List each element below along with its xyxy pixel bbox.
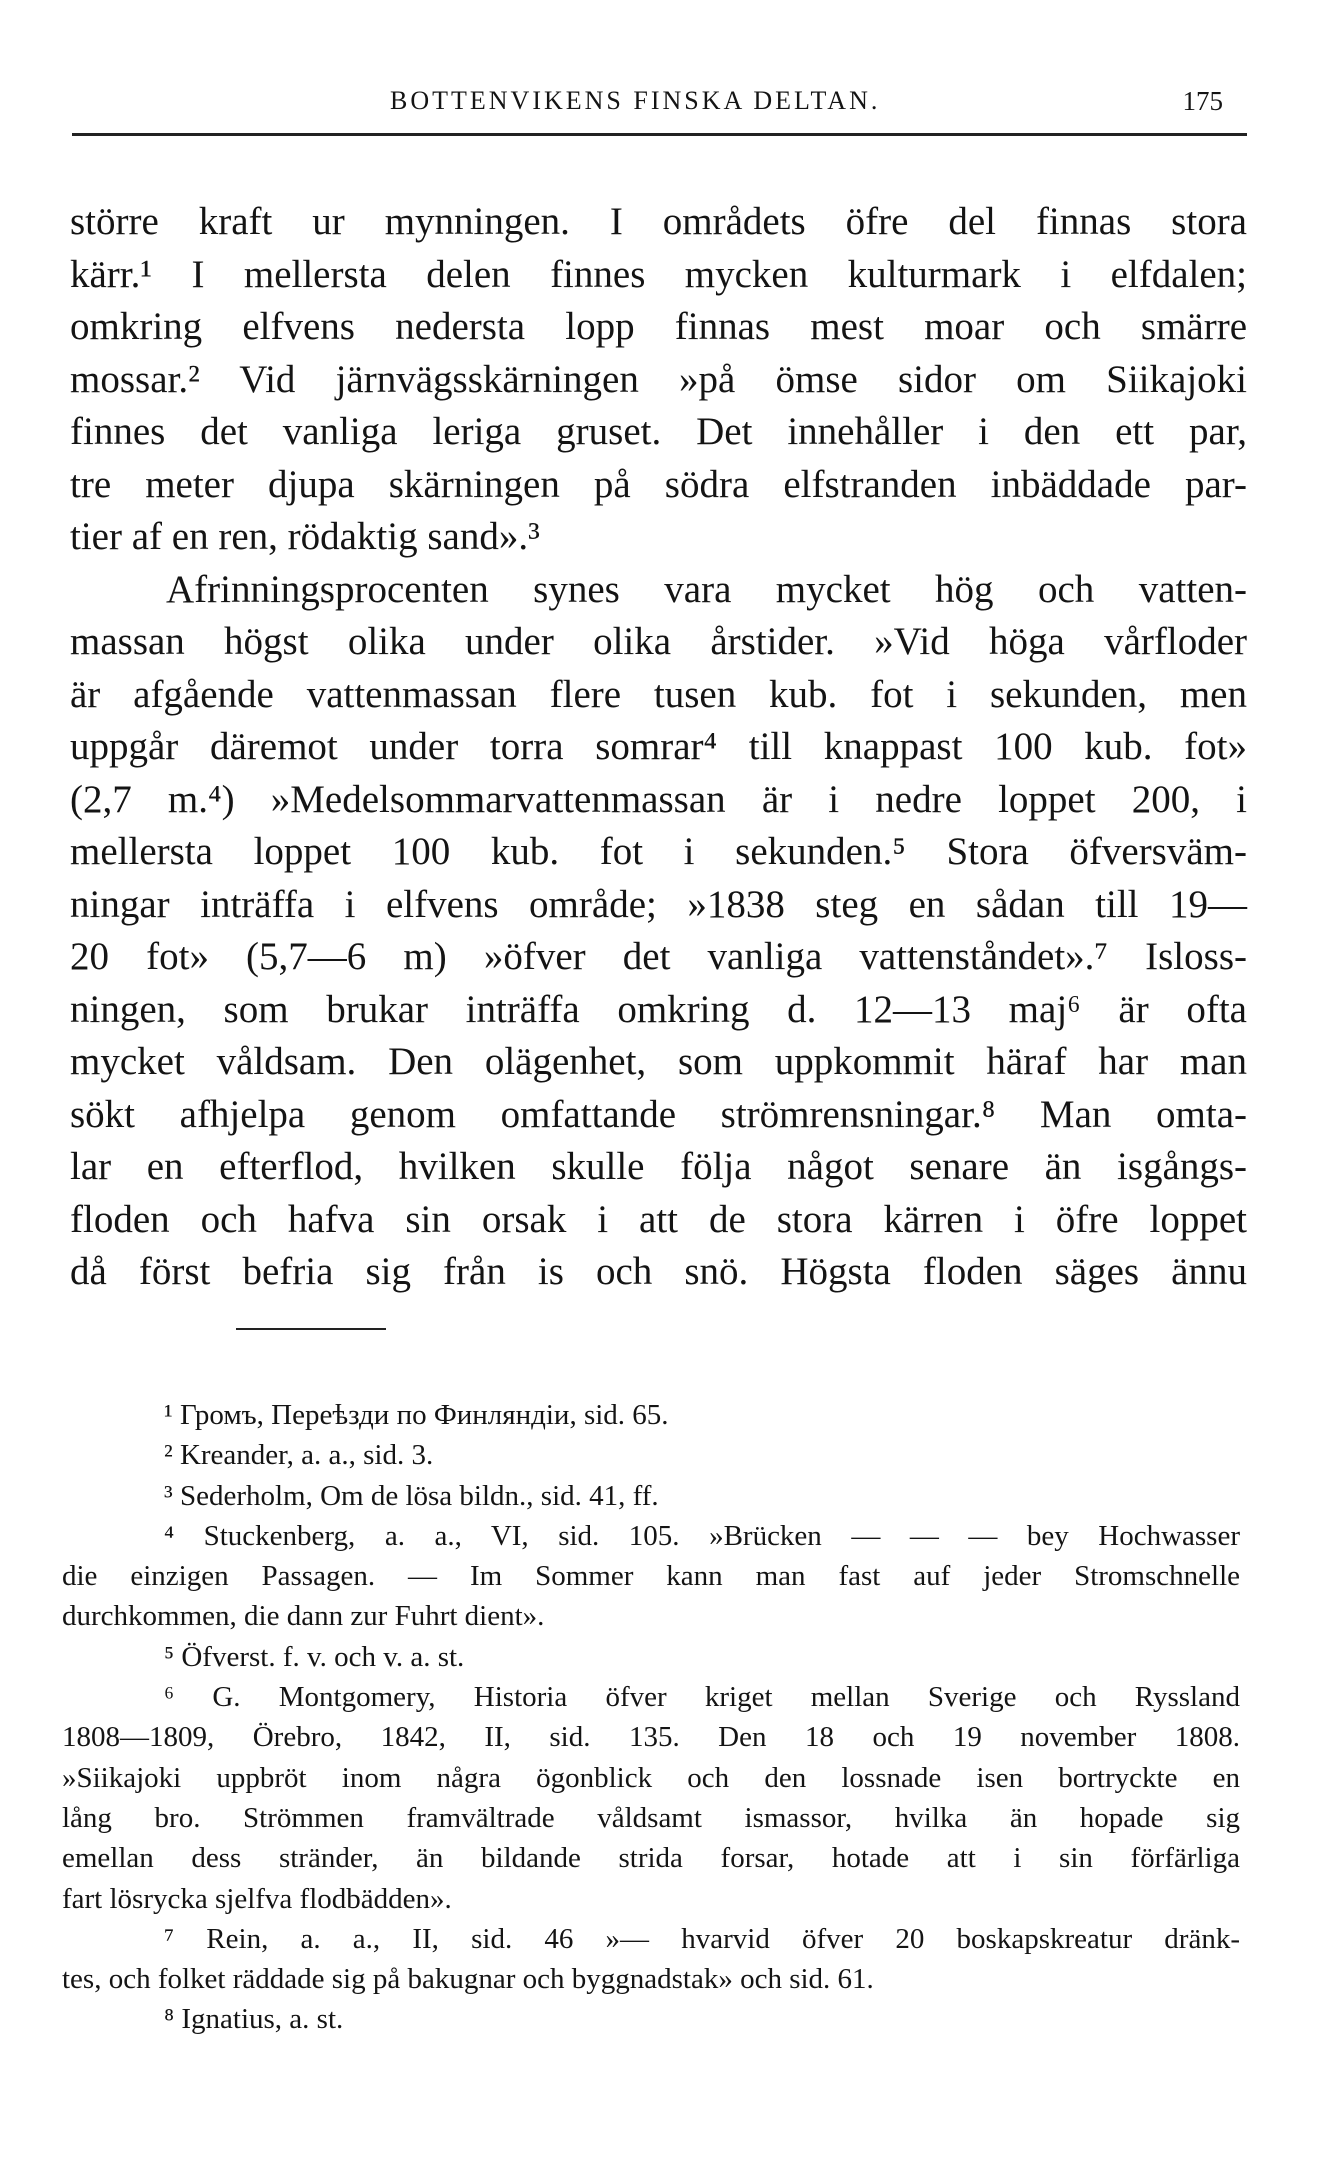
- footnote-line: lång bro. Strömmen framvältrade våldsamt ismassor, hvilka än hopade sig: [62, 1801, 1240, 1834]
- body-line: är afgående vattenmassan flere tusen kub. fot i sekunden, men: [70, 672, 1247, 716]
- body-line: lar en efterflod, hvilken skulle följa något senare än isgångs-: [70, 1145, 1247, 1188]
- body-line: omkring elfvens nedersta lopp finnas mest moar och smärre: [70, 305, 1247, 348]
- page-number: 175: [1182, 86, 1223, 116]
- footnote-line: die einzigen Passagen. — Im Sommer kann man fast auf jeder Stromschnelle: [62, 1560, 1240, 1593]
- footnote-line: ⁴ Stuckenberg, a. a., VI, sid. 105. »Brücken — — — bey Hochwasser: [164, 1519, 1240, 1552]
- footnote-line: 1808—1809, Örebro, 1842, II, sid. 135. Den 18 och 19 november 1808.: [62, 1721, 1240, 1754]
- body-line: mellersta loppet 100 kub. fot i sekunden.⁵ Stora öfversväm-: [70, 830, 1247, 873]
- body-line: Afrinningsprocenten synes vara mycket hög och vatten-: [166, 567, 1247, 611]
- body-line: kärr.¹ I mellersta delen finnes mycken kulturmark i elfdalen;: [70, 252, 1247, 296]
- body-line: uppgår däremot under torra somrar⁴ till knappast 100 kub. fot»: [70, 725, 1247, 768]
- footnote-line: ⁶ G. Montgomery, Historia öfver kriget mellan Sverige och Ryssland: [164, 1681, 1240, 1714]
- footnote-line: ² Kreander, a. a., sid. 3.: [164, 1439, 434, 1472]
- page-header: [72, 86, 1237, 126]
- footnote-line: »Siikajoki uppbröt inom några ögonblick och den lossnade isen bortryckte en: [62, 1761, 1240, 1794]
- footnote-line: ¹ Громъ, Переѣзди по Финляндіи, sid. 65.: [164, 1399, 669, 1431]
- body-line: sökt afhjelpa genom omfattande strömrensningar.⁸ Man omta-: [70, 1092, 1247, 1136]
- body-line: mossar.² Vid järnvägsskärningen »på ömse sidor om Siikajoki: [70, 357, 1247, 401]
- body-line: mycket våldsam. Den olägenhet, som uppkommit häraf har man: [70, 1040, 1247, 1083]
- body-line: (2,7 m.⁴) »Medelsommarvattenmassan är i nedre loppet 200, i: [70, 777, 1247, 821]
- body-line: massan högst olika under olika årstider. »Vid höga vårfloder: [70, 620, 1247, 663]
- body-line: ningar inträffa i elfvens område; »1838 steg en sådan till 19—: [70, 882, 1247, 926]
- footnote-line: tes, och folket räddade sig på bakugnar och byggnadstak» och sid. 61.: [62, 1963, 874, 1996]
- body-line: då först befria sig från is och snö. Högsta floden säges ännu: [70, 1250, 1247, 1293]
- body-line: finnes det vanliga leriga gruset. Det innehåller i den ett par,: [70, 410, 1247, 453]
- footnote-line: ³ Sederholm, Om de lösa bildn., sid. 41, ff.: [164, 1479, 659, 1512]
- body-line: större kraft ur mynningen. I områdets öfre del finnas stora: [70, 200, 1247, 243]
- body-line: 20 fot» (5,7—6 m) »öfver det vanliga vattenståndet».⁷ Isloss-: [70, 935, 1247, 978]
- header-rule: [72, 133, 1247, 136]
- footnote-line: ⁸ Ignatius, a. st.: [164, 2003, 344, 2036]
- footnote-line: ⁷ Rein, a. a., II, sid. 46 »— hvarvid öfver 20 boskapskreatur dränk-: [164, 1922, 1240, 1955]
- body-line: tre meter djupa skärningen på södra elfstranden inbäddade par-: [70, 462, 1247, 506]
- footnote-line: fart lösrycka sjelfva flodbädden».: [62, 1882, 452, 1915]
- body-text: [70, 196, 1247, 1299]
- footnote-line: durchkommen, die dann zur Fuhrt dient».: [62, 1600, 545, 1633]
- body-line: ningen, som brukar inträffa omkring d. 12—13 maj⁶ är ofta: [70, 987, 1247, 1031]
- running-title: BOTTENVIKENS FINSKA DELTAN.: [390, 86, 881, 115]
- footnote-line: emellan dess stränder, än bildande strida forsar, hotade att i sin förfärliga: [62, 1842, 1240, 1875]
- footnote-rule: [236, 1328, 386, 1330]
- footnote-line: ⁵ Öfverst. f. v. och v. a. st.: [164, 1640, 465, 1673]
- body-line: floden och hafva sin orsak i att de stora kärren i öfre loppet: [70, 1197, 1247, 1241]
- footnotes: [62, 1395, 1240, 2040]
- body-line: tier af en ren, rödaktig sand».³: [70, 515, 540, 558]
